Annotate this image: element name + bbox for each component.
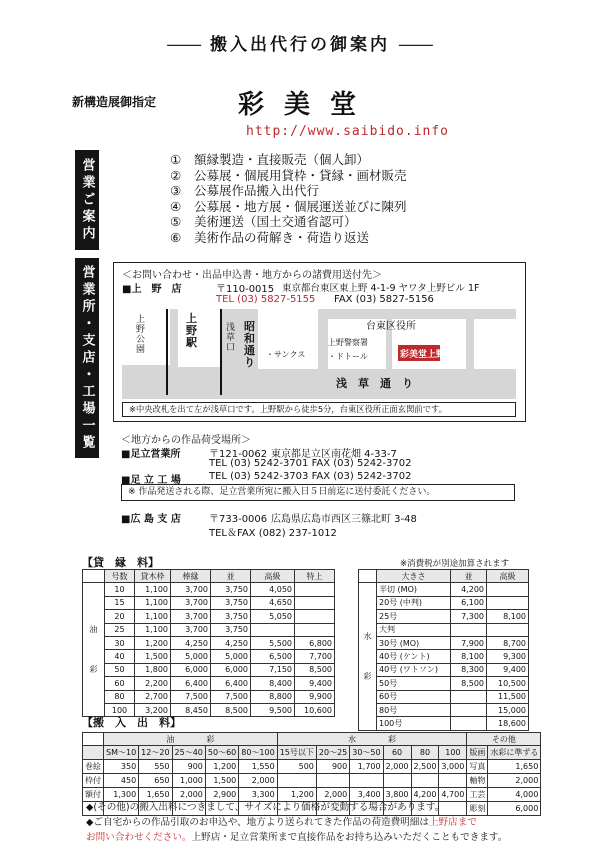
website-link[interactable]: http://www.saibido.info	[246, 124, 450, 139]
table-cell	[350, 773, 383, 787]
shipping-other-header: その他	[467, 733, 541, 746]
table-cell	[295, 583, 335, 596]
table-cell: 9,500	[251, 703, 295, 716]
table-cell: 3,800	[383, 787, 411, 801]
footer-line-3: お問い合わせください。上野店・足立営業所まで直接作品をお持ち込みいただくこともできます。	[86, 832, 508, 843]
shipping-col-header: 25〜40	[172, 746, 205, 759]
watercolor-fee-rows	[359, 583, 529, 730]
shipping-col-header: 80〜100	[239, 746, 277, 759]
table-cell: 4,200	[411, 787, 439, 801]
shipping-other-name: 軸物	[467, 773, 488, 787]
shipping-other-name: 写真	[467, 759, 488, 773]
table-cell: 15	[105, 596, 135, 609]
table-row	[83, 650, 335, 663]
title-dash-right: ――	[398, 35, 433, 55]
table-cell: 8,500	[295, 663, 335, 676]
table-cell: 7,700	[295, 650, 335, 663]
table-cell: 50号	[377, 677, 451, 690]
map-station-label: 上野駅	[186, 312, 197, 349]
table-cell: 1,700	[350, 759, 383, 773]
table-cell: 1,100	[135, 583, 171, 596]
hiroshima-tel: TEL＆FAX (082) 237-1012	[209, 528, 337, 539]
services-list	[170, 152, 407, 245]
table-cell	[295, 623, 335, 636]
ueno-store-box	[113, 262, 526, 422]
table-cell: 2,000	[316, 787, 349, 801]
table-cell: 半切 (MO)	[377, 583, 451, 596]
tax-note: ※消費税が別途加算されます	[400, 559, 510, 569]
table-cell: 6,400	[211, 677, 251, 690]
table-cell: 6,000	[211, 663, 251, 676]
table-cell	[316, 773, 349, 787]
table-cell: 5,000	[211, 650, 251, 663]
shipping-col-header: 60	[383, 746, 411, 759]
table-cell: 5,000	[171, 650, 211, 663]
shipping-col-header: 20〜25	[316, 746, 349, 759]
service-item: ⑥ 美術作品の荷解き・荷造り返送	[170, 229, 370, 245]
table-cell: 40	[105, 650, 135, 663]
adachi-office-name: ■足立営業所	[121, 449, 181, 460]
hiroshima-name: ■広 島 支 店	[121, 514, 181, 525]
table-cell: 5,500	[251, 636, 295, 649]
table-cell: 8,100	[487, 610, 529, 623]
table-cell: 15,000	[487, 703, 529, 716]
table-cell: 1,800	[135, 663, 171, 676]
shipping-col-header: 100	[439, 746, 467, 759]
table-cell: 60号	[377, 690, 451, 703]
table-cell: 1,200	[277, 787, 316, 801]
map-showa-label: 昭和通り	[244, 320, 255, 369]
footer-notes	[86, 800, 507, 845]
table-cell: 8,300	[451, 663, 487, 676]
ueno-address: 東京都台東区東上野 4-1-9 ヤワタ上野ビル 1F	[282, 283, 480, 294]
shipping-col-header: 80	[411, 746, 439, 759]
map-park-label: 上野公園	[136, 315, 146, 355]
services-band: 営業ご案内	[75, 150, 99, 250]
table-cell: 80	[105, 690, 135, 703]
table-cell: 11,500	[487, 690, 529, 703]
table-cell	[451, 703, 487, 716]
table-cell: 1,100	[135, 610, 171, 623]
table-row	[359, 623, 529, 636]
table-cell: 9,400	[487, 663, 529, 676]
shipping-oil-header: 油 彩	[104, 733, 278, 746]
table-cell: 9,300	[487, 650, 529, 663]
table-cell: 大判	[377, 623, 451, 636]
hiroshima-address: 広島県広島市西区三篠北町 3-48	[271, 514, 417, 525]
table-cell	[277, 773, 316, 787]
table-cell	[451, 690, 487, 703]
service-item: ③ 公募展作品搬入出代行	[170, 183, 320, 198]
shipping-other-value: 1,650	[488, 759, 541, 773]
table-cell: 8,700	[487, 636, 529, 649]
table-cell: 550	[139, 759, 172, 773]
map-exit-label: 浅草口	[226, 323, 236, 353]
table-row	[359, 717, 529, 730]
service-item: ② 公募展・個展用貸枠・貸縁・画材販売	[170, 167, 407, 183]
table-cell: 5,050	[251, 610, 295, 623]
table-cell: 3,400	[350, 787, 383, 801]
shipping-other-value: 6,000	[488, 801, 541, 815]
company-name: 彩美堂	[238, 90, 377, 120]
table-cell: 50	[105, 663, 135, 676]
map-note: ※中央改札を出て左が浅草口です。上野駅から徒歩5分，台東区役所正面玄関前です。	[122, 402, 516, 417]
table-row	[359, 636, 529, 649]
adachi-office-tel: TEL (03) 5242-3701 FAX (03) 5242-3702	[209, 458, 412, 469]
table-cell: 100	[105, 703, 135, 716]
table-cell: 7,150	[251, 663, 295, 676]
table-cell: 7,500	[171, 690, 211, 703]
map-police-label: 上野警察署	[328, 338, 368, 347]
table-cell: 8,450	[171, 703, 211, 716]
table-cell: 2,500	[411, 759, 439, 773]
table-cell: 3,750	[211, 610, 251, 623]
shipping-other-value: 4,000	[488, 787, 541, 801]
designation-label: 新構造展御指定	[72, 95, 157, 109]
service-item: ④ 公募展・地方展・個展運送並びに陳列	[170, 198, 407, 214]
table-cell: 30	[105, 636, 135, 649]
table-cell	[295, 596, 335, 609]
table-cell: 1,200	[205, 759, 238, 773]
table-cell: 10,500	[487, 677, 529, 690]
table-row	[83, 690, 335, 703]
table-cell: 4,050	[251, 583, 295, 596]
table-cell: 4,250	[171, 636, 211, 649]
adachi-address: 東京都足立区南花畑 4-33-7	[271, 449, 397, 460]
table-cell: 6,100	[451, 596, 487, 609]
ueno-postal: 〒110-0015	[216, 284, 275, 295]
footer-line-2: ◆ご自宅からの作品引取のお申込や、地方より送られてきた作品の荷造費明細は上野店まで	[86, 817, 477, 828]
table-cell	[451, 717, 487, 730]
table-cell: 8,800	[251, 690, 295, 703]
receive-heading: ＜地方からの作品荷受場所＞	[121, 435, 251, 446]
watercolor-fee-table: 大きさ 並 高級 水 彩 半切 (MO) 4,200 20号 (中判) 6,100 25号 7,300 8,100 大判 30号 (MO) 7,900 8,700 40号 (ケント) 8,100 9,300 40号 (ワトソン) 8,300 9,400 50号 8,500 10,500 60号 11,500 80号 15,000 100号 18,600	[358, 569, 529, 731]
table-row	[359, 583, 529, 596]
table-cell	[251, 623, 295, 636]
table-cell: 1,300	[104, 787, 139, 801]
table-cell: 6,400	[171, 677, 211, 690]
table-cell	[295, 610, 335, 623]
table-cell: 3,200	[135, 703, 171, 716]
table-cell	[451, 623, 487, 636]
ueno-fax: FAX (03) 5827-5156	[334, 294, 434, 305]
table-cell: 18,600	[487, 717, 529, 730]
shipping-row-label: 巻絵	[83, 759, 104, 773]
table-row	[83, 623, 335, 636]
map-shop-label: 彩美堂上野店	[400, 350, 455, 360]
table-cell: 80号	[377, 703, 451, 716]
table-cell: 6,800	[295, 636, 335, 649]
table-cell: 3,700	[171, 583, 211, 596]
table-cell: 1,000	[172, 773, 205, 787]
table-row	[83, 759, 541, 773]
table-cell: 1,650	[139, 787, 172, 801]
shipping-other-value: 2,000	[488, 773, 541, 787]
shipping-col-header: 12〜20	[139, 746, 172, 759]
table-cell: 8,500	[451, 677, 487, 690]
watercolor-side-label: 水 彩	[359, 583, 377, 730]
shipping-col-header: 15号以下	[277, 746, 316, 759]
table-cell: 2,700	[135, 690, 171, 703]
hiroshima-postal: 〒733-0006	[209, 514, 268, 525]
title-dash-left: ――	[167, 35, 202, 55]
receive-note: ※ 作品発送される際、足立営業所宛に搬入日５日前迄に送付委託ください。	[121, 484, 515, 501]
shipping-other-name: 彫刻	[467, 801, 488, 815]
table-cell: 6,500	[251, 650, 295, 663]
shipping-water-header: 水 彩	[277, 733, 467, 746]
table-cell: 4,700	[439, 787, 467, 801]
map-ward-label: 台東区役所	[366, 321, 416, 332]
table-cell: 450	[104, 773, 139, 787]
table-row	[83, 636, 335, 649]
table-cell: 10,600	[295, 703, 335, 716]
table-cell: 3,300	[239, 787, 277, 801]
table-cell: 7,300	[451, 610, 487, 623]
table-cell: 25	[105, 623, 135, 636]
shipping-col-header: 版画	[467, 746, 488, 759]
table-row	[359, 596, 529, 609]
table-row	[83, 583, 335, 596]
table-row	[359, 650, 529, 663]
table-row	[359, 690, 529, 703]
table-cell: 2,200	[135, 677, 171, 690]
table-cell: 8,400	[251, 677, 295, 690]
shipping-col-header: SM〜10	[104, 746, 139, 759]
adachi-factory-name: ■足 立 工 場	[121, 475, 181, 486]
shipping-title: 【搬 入 出 料】	[82, 716, 181, 729]
table-cell: 900	[172, 759, 205, 773]
table-cell: 9,900	[295, 690, 335, 703]
table-cell: 40号 (ケント)	[377, 650, 451, 663]
shipping-corner	[83, 746, 104, 759]
shipping-other-name: 工芸	[467, 787, 488, 801]
table-cell: 30号 (MO)	[377, 636, 451, 649]
table-cell: 60	[105, 677, 135, 690]
table-cell: 6,000	[171, 663, 211, 676]
adachi-postal: 〒121-0062	[209, 449, 268, 460]
table-cell: 2,900	[205, 787, 238, 801]
oil-side-label: 油 彩	[83, 583, 105, 717]
table-cell: 2,000	[383, 759, 411, 773]
table-cell: 20号 (中判)	[377, 596, 451, 609]
table-row	[359, 677, 529, 690]
service-item: ① 額縁製造・直接販売（個人卸）	[170, 152, 370, 167]
table-cell: 3,700	[171, 610, 211, 623]
table-cell: 10	[105, 583, 135, 596]
table-cell: 1,500	[205, 773, 238, 787]
table-cell: 3,750	[211, 623, 251, 636]
table-cell	[487, 583, 529, 596]
table-cell: 4,250	[211, 636, 251, 649]
table-row	[83, 677, 335, 690]
ueno-map	[122, 309, 516, 399]
table-cell: 100号	[377, 717, 451, 730]
table-cell: 500	[277, 759, 316, 773]
table-cell: 350	[104, 759, 139, 773]
title-text: 搬入出代行の御案内	[210, 35, 390, 55]
table-cell: 1,550	[239, 759, 277, 773]
table-cell: 2,000	[172, 787, 205, 801]
table-row	[83, 596, 335, 609]
table-row	[83, 610, 335, 623]
table-cell: 8,500	[211, 703, 251, 716]
table-cell: 7,500	[211, 690, 251, 703]
table-cell	[439, 773, 467, 787]
table-cell: 40号 (ワトソン)	[377, 663, 451, 676]
table-cell	[487, 596, 529, 609]
receiving-box	[113, 428, 526, 546]
table-cell: 3,700	[171, 623, 211, 636]
table-cell: 3,000	[439, 759, 467, 773]
table-cell: 2,000	[239, 773, 277, 787]
shipping-col-header: 30〜50	[350, 746, 383, 759]
ueno-tel[interactable]: TEL (03) 5827-5155	[216, 294, 316, 305]
map-sunkus-label: ・サンクス	[266, 350, 306, 359]
rental-fee-rows	[83, 583, 335, 717]
table-cell: 8,100	[451, 650, 487, 663]
rental-title: 【貸 縁 料】	[82, 556, 159, 569]
table-cell: 7,900	[451, 636, 487, 649]
footer-line-1: ◆(その他)の搬入出料につきまして、サイズにより価格が変動する場合があります。	[86, 802, 445, 813]
page-title	[0, 30, 600, 55]
table-cell	[383, 773, 411, 787]
table-cell: 3,750	[211, 583, 251, 596]
table-cell: 9,400	[295, 677, 335, 690]
table-cell: 3,750	[211, 596, 251, 609]
table-row	[359, 703, 529, 716]
map-doutor-label: ・ドトール	[328, 352, 368, 361]
table-row	[359, 663, 529, 676]
adachi-factory-tel: TEL (03) 5242-3703 FAX (03) 5242-3702	[209, 471, 412, 482]
table-cell: 20	[105, 610, 135, 623]
ueno-name: ■上 野 店	[122, 284, 182, 295]
service-item: ⑤ 美術運送（国土交通省認可）	[170, 214, 357, 229]
table-row	[83, 773, 541, 787]
table-cell: 25号	[377, 610, 451, 623]
table-cell: 1,200	[135, 636, 171, 649]
shipping-row-label: 枠付	[83, 773, 104, 787]
table-cell: 3,700	[171, 596, 211, 609]
ueno-heading: ＜お問い合わせ・出品申込書・地方からの諸費用送付先＞	[122, 270, 382, 281]
table-cell	[487, 623, 529, 636]
table-cell: 1,500	[135, 650, 171, 663]
shipping-col-header: 水彩に準ずる	[488, 746, 541, 759]
table-cell	[411, 773, 439, 787]
table-cell: 4,650	[251, 596, 295, 609]
table-cell: 900	[316, 759, 349, 773]
table-cell: 650	[139, 773, 172, 787]
branches-band: 営業所・支店・工場一覧	[75, 258, 99, 458]
shipping-col-header: 50〜60	[205, 746, 238, 759]
map-asakusa-label: 浅 草 通 り	[336, 377, 413, 390]
table-row	[83, 663, 335, 676]
shipping-row-label: 額付	[83, 787, 104, 801]
table-cell: 4,200	[451, 583, 487, 596]
table-row	[359, 610, 529, 623]
table-cell: 1,100	[135, 623, 171, 636]
rental-fee-table: 号数 貸木枠 棒縁 並 高級 特上 油 彩 10 1,100 3,700 3,750 4,050 15 1,100 3,700 3,750 4,650 20 1,100 3,700 3,750 5,050 25 1,100 3,700 3,750 30 1,200 4,250 4,250 5,500 6,800 40 1,500 5,000 5,000 6,500 7,700 50 1,800 6,000 6,000 7,150 8,500 60 2,200 6,400 6,400 8,400 9,400 80 2,700 7,500 7,500 8,800 9,900 100 3,200 8,450 8,500 9,500 10,600	[82, 569, 335, 717]
table-cell: 1,100	[135, 596, 171, 609]
